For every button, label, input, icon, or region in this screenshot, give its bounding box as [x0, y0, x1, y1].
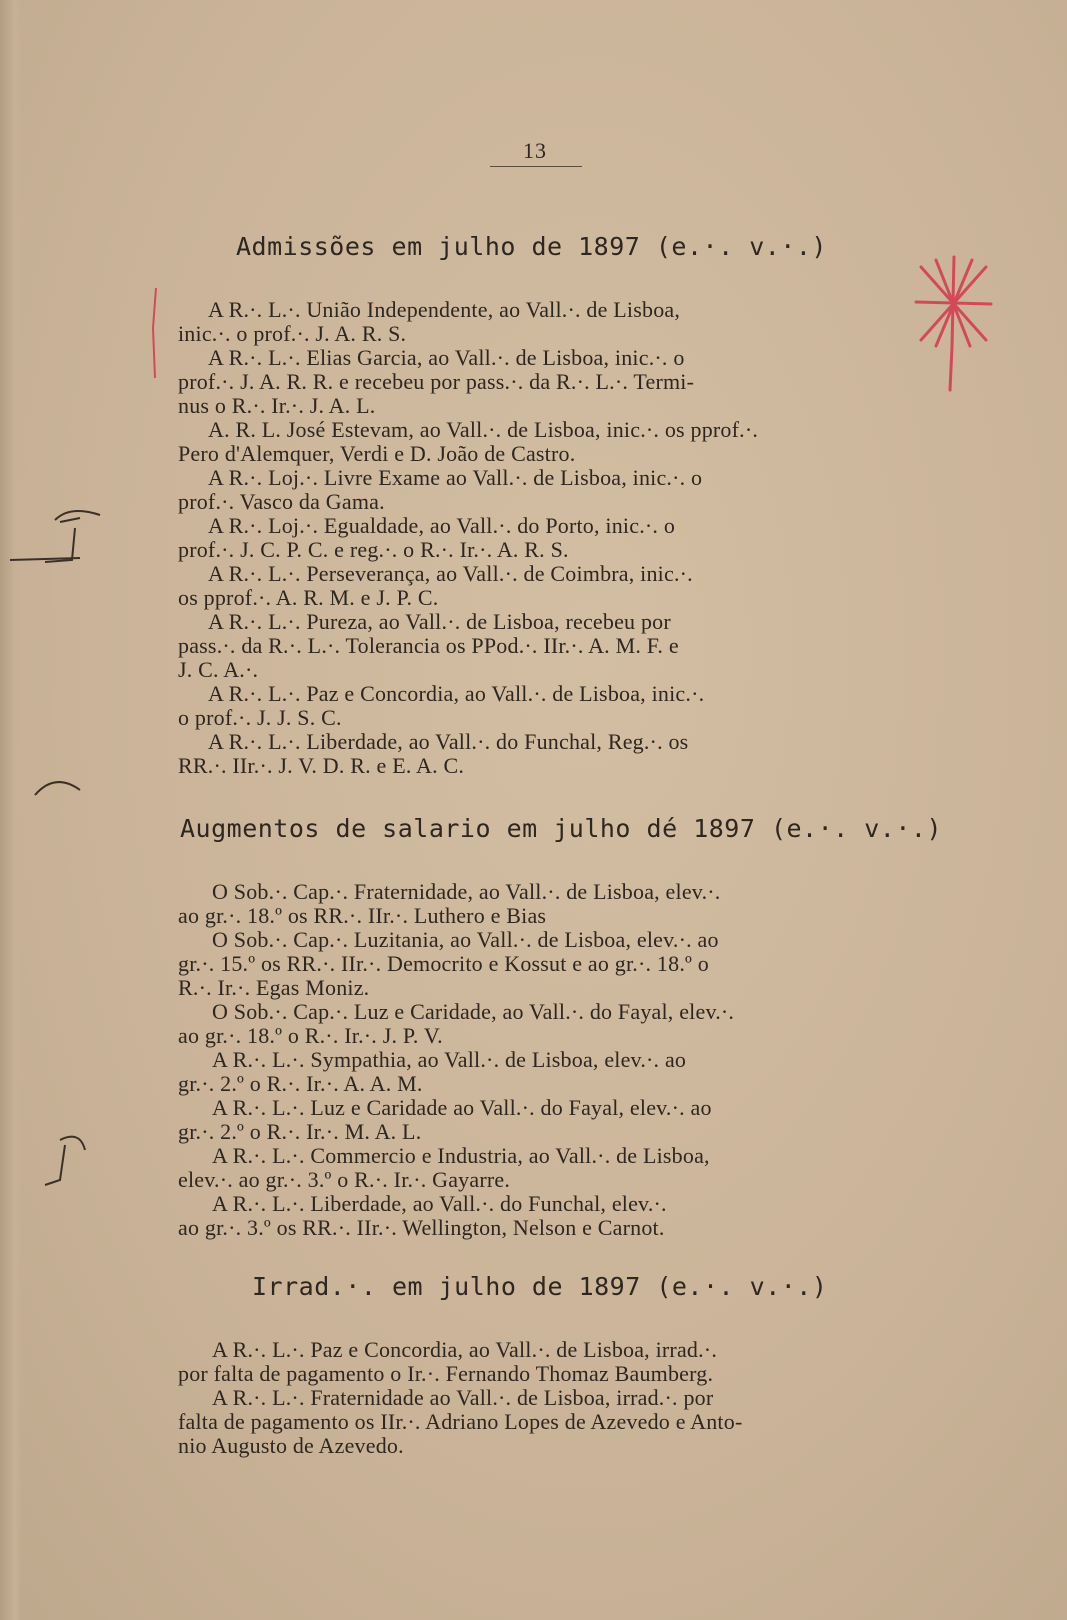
text-line: ao gr.·. 18.º os RR.·. IIr.·. Luthero e Bias — [178, 903, 547, 928]
text-line: A. R. L. José Estevam, ao Vall.·. de Lisboa, inic.·. os pprof.·. — [208, 417, 759, 442]
text-line: por falta de pagamento o Ir.·. Fernando Thomaz Baumberg. — [178, 1361, 714, 1386]
text-line: A R.·. L.·. Fraternidade ao Vall.·. de Lisboa, irrad.·. por — [212, 1385, 714, 1410]
text-line: A R.·. L.·. Commercio e Industria, ao Vall.·. de Lisboa, — [212, 1143, 710, 1168]
text-line: nio Augusto de Azevedo. — [178, 1433, 404, 1458]
page-number: 13 — [523, 138, 547, 163]
text-line: os pprof.·. A. R. M. e J. P. C. — [178, 585, 439, 610]
pencil-sketch-mark — [40, 1130, 100, 1190]
text-line: gr.·. 15.º os RR.·. IIr.·. Democrito e Kossut e ao gr.·. 18.º o — [178, 951, 709, 976]
text-line: prof.·. J. A. R. R. e recebeu por pass.·. da R.·. L.·. Termi- — [178, 369, 695, 394]
text-line: ao gr.·. 18.º o R.·. Ir.·. J. P. V. — [178, 1023, 443, 1048]
text-line: gr.·. 2.º o R.·. Ir.·. A. A. M. — [178, 1071, 423, 1096]
text-line: A R.·. L.·. Paz e Concordia, ao Vall.·. de Lisboa, inic.·. — [208, 681, 705, 706]
ink-stroke-mark — [150, 288, 160, 378]
text-line: inic.·. o prof.·. J. A. R. S. — [178, 321, 407, 346]
text-line: A R.·. Loj.·. Egualdade, ao Vall.·. do Porto, inic.·. o — [208, 513, 676, 538]
text-line: R.·. Ir.·. Egas Moniz. — [178, 975, 370, 1000]
text-line: A R.·. L.·. Elias Garcia, ao Vall.·. de Lisboa, inic.·. o — [208, 345, 685, 370]
text-line: O Sob.·. Cap.·. Luzitania, ao Vall.·. de Lisboa, elev.·. ao — [212, 927, 719, 952]
section-title-irrad: Irrad.·. em julho de 1897 (e.·. v.·.) — [252, 1272, 828, 1301]
text-line: prof.·. Vasco da Gama. — [178, 489, 385, 514]
text-line: A R.·. L.·. União Independente, ao Vall.·. de Lisboa, — [208, 297, 681, 322]
page-number-rule — [490, 166, 582, 167]
text-line: nus o R.·. Ir.·. J. A. L. — [178, 393, 376, 418]
text-line: A R.·. L.·. Paz e Concordia, ao Vall.·. de Lisboa, irrad.·. — [212, 1337, 718, 1362]
page-left-edge — [0, 0, 22, 1620]
text-line: gr.·. 2.º o R.·. Ir.·. M. A. L. — [178, 1119, 422, 1144]
section-title-admissoes: Admissões em julho de 1897 (e.·. v.·.) — [236, 232, 827, 261]
text-line: pass.·. da R.·. L.·. Tolerancia os PPod.·. IIr.·. A. M. F. e — [178, 633, 679, 658]
text-line: J. C. A.·. — [178, 657, 259, 682]
text-line: falta de pagamento os IIr.·. Adriano Lopes de Azevedo e Anto- — [178, 1409, 743, 1434]
pencil-sketch-mark — [30, 770, 90, 800]
red-asterisk-mark — [906, 252, 996, 392]
text-line: elev.·. ao gr.·. 3.º o R.·. Ir.·. Gayarre. — [178, 1167, 511, 1192]
text-line: prof.·. J. C. P. C. e reg.·. o R.·. Ir.·. A. R. S. — [178, 537, 569, 562]
text-line: Pero d'Alemquer, Verdi e D. João de Castro. — [178, 441, 576, 466]
text-line: A R.·. L.·. Sympathia, ao Vall.·. de Lisboa, elev.·. ao — [212, 1047, 687, 1072]
text-line: RR.·. IIr.·. J. V. D. R. e E. A. C. — [178, 753, 465, 778]
text-line: A R.·. L.·. Perseverança, ao Vall.·. de Coimbra, inic.·. — [208, 561, 693, 586]
text-line: o prof.·. J. J. S. C. — [178, 705, 342, 730]
section-title-augmentos: Augmentos de salario em julho dé 1897 (e.·. v.·.) — [180, 814, 943, 843]
text-line: A R.·. L.·. Luz e Caridade ao Vall.·. do Fayal, elev.·. ao — [212, 1095, 712, 1120]
pencil-sketch-mark — [0, 500, 110, 580]
text-line: O Sob.·. Cap.·. Fraternidade, ao Vall.·. de Lisboa, elev.·. — [212, 879, 721, 904]
text-line: A R.·. Loj.·. Livre Exame ao Vall.·. de Lisboa, inic.·. o — [208, 465, 703, 490]
text-line: A R.·. L.·. Liberdade, ao Vall.·. do Funchal, Reg.·. os — [208, 729, 689, 754]
text-line: A R.·. L.·. Pureza, ao Vall.·. de Lisboa, recebeu por — [208, 609, 671, 634]
text-line: A R.·. L.·. Liberdade, ao Vall.·. do Funchal, elev.·. — [212, 1191, 667, 1216]
text-line: O Sob.·. Cap.·. Luz e Caridade, ao Vall.·. do Fayal, elev.·. — [212, 999, 735, 1024]
text-line: ao gr.·. 3.º os RR.·. IIr.·. Wellington, Nelson e Carnot. — [178, 1215, 665, 1240]
